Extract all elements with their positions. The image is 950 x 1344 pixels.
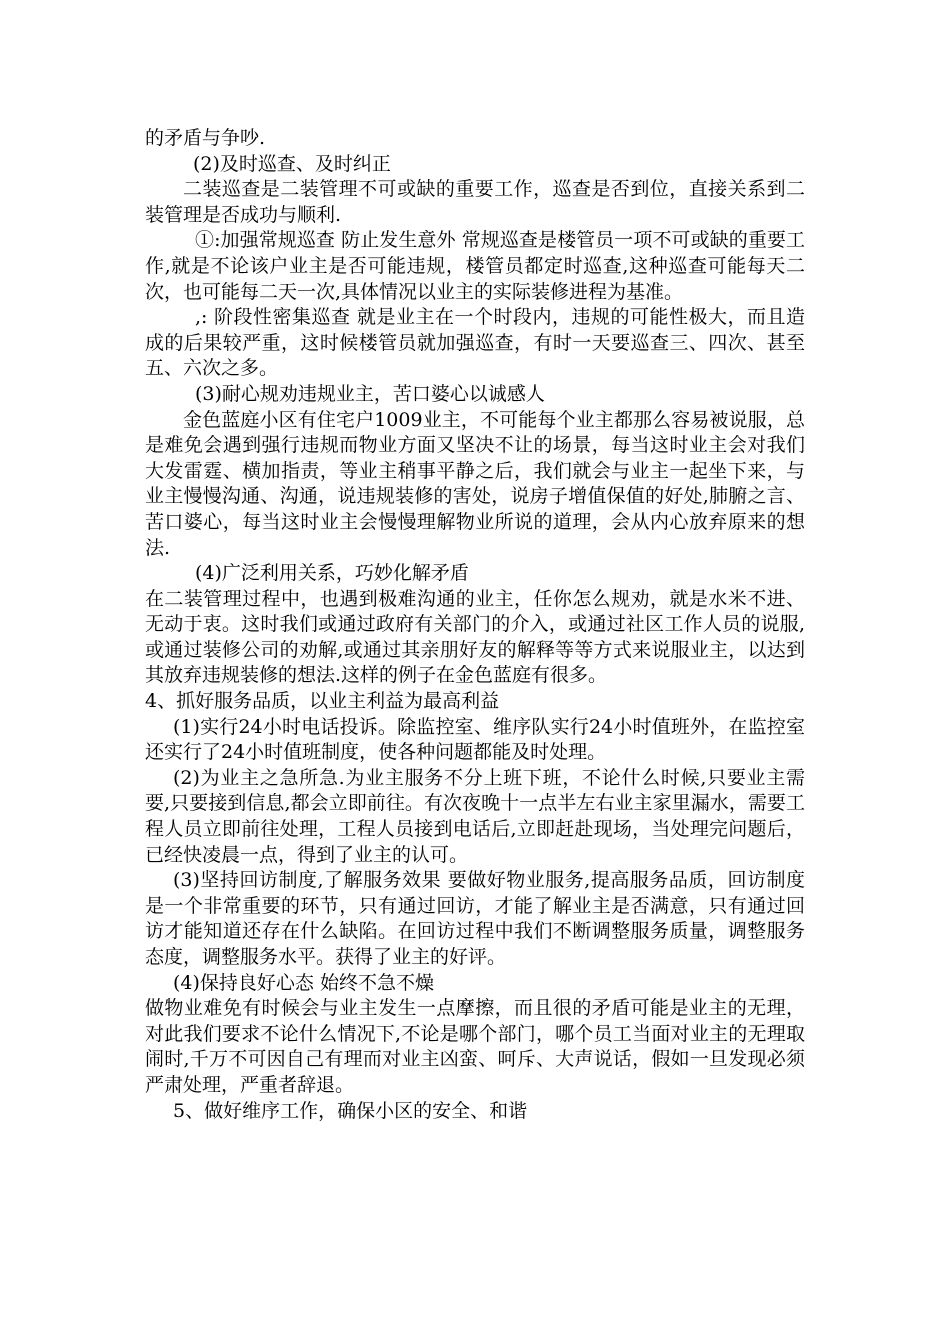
paragraph: (3)坚持回访制度,了解服务效果 要做好物业服务,提高服务品质，回访制度是一个非常重要的环节，只有通过回访，才能了解业主是否满意，只有通过回访才能知道还存在什么缺陷。在回访过程中我们不断调整服务质量，调整服务态度，调整服务水平。获得了业主的好评。 — [145, 869, 805, 968]
section-heading: (2)及时巡查、及时纠正 — [193, 152, 391, 175]
paragraph: ,: 阶段性密集巡查 就是业主在一个时段内，违规的可能性极大，而且造成的后果较严重，这时候楼管员就加强巡查，有时一天要巡查三、四次、甚至五、六次之多。 — [145, 306, 805, 380]
paragraph: (2)为业主之急所急.为业主服务不分上班下班，不论什么时候,只要业主需要,只要接到信息,都会立即前往。有次夜晚十一点半左右业主家里漏水，需要工程人员立即前往处理，工程人员接到电话后,立即赶赴现场，当处理完问题后，已经快凌晨一点，得到了业主的认可。 — [145, 766, 805, 866]
section-heading: (4)广泛利用关系，巧妙化解矛盾 — [195, 562, 469, 585]
paragraph: 的矛盾与争吵. — [145, 127, 266, 149]
paragraph: ①:加强常规巡查 防止发生意外 常规巡查是楼管员一项不可或缺的重要工作,就是不论该户业主是否可能违规，楼管员都定时巡查,这种巡查可能每天二次，也可能每二天一次,具体情况以业主的实际装修进程为基准。 — [145, 229, 805, 303]
section-heading: (4)保持良好心态 始终不急不燥 — [173, 971, 434, 994]
section-heading: (3)耐心规劝违规业主，苦口婆心以诚感人 — [195, 382, 545, 405]
section-heading: 5、做好维序工作，确保小区的安全、和谐 — [173, 1099, 528, 1122]
section-heading: 4、抓好服务品质，以业主利益为最高利益 — [145, 690, 500, 713]
paragraph: (1)实行24小时电话投诉。除监控室、维序队实行24小时值班外，在监控室还实行了24小时值班制度，使各种问题都能及时处理。 — [145, 715, 805, 764]
paragraph: 金色蓝庭小区有住宅户1009业主，不可能每个业主都那么容易被说服，总是难免会遇到强行违规而物业方面又坚决不让的场景，每当这时业主会对我们大发雷霆、横加指责，等业主稍事平静之后，我们就会与业主一起坐下来，与业主慢慢沟通、沟通，说违规装修的害处，说房子增值保值的好处,肺腑之言、苦口婆心，每当这时业主会慢慢理解物业所说的道理，会从内心放弃原来的想法. — [145, 408, 805, 559]
paragraph: 在二装管理过程中，也遇到极难沟通的业主，任你怎么规劝，就是水米不进、无动于衷。这时我们或通过政府有关部门的介入，或通过社区工作人员的说服,或通过装修公司的劝解,或通过其亲朋好友的解释等等方式来说服业主，以达到其放弃违规装修的想法.这样的例子在金色蓝庭有很多。 — [145, 587, 805, 687]
document-body — [145, 126, 805, 1124]
paragraph: 二装巡查是二装管理不可或缺的重要工作，巡查是否到位，直接关系到二装管理是否成功与顺利. — [145, 178, 805, 226]
paragraph: 做物业难免有时候会与业主发生一点摩擦，而且很的矛盾可能是业主的无理，对此我们要求不论什么情况下,不论是哪个部门，哪个员工当面对业主的无理取闹时,千万不可因自己有理而对业主凶蛮、呵斥、大声说话，假如一旦发现必须严肃处理，严重者辞退。 — [145, 997, 805, 1096]
